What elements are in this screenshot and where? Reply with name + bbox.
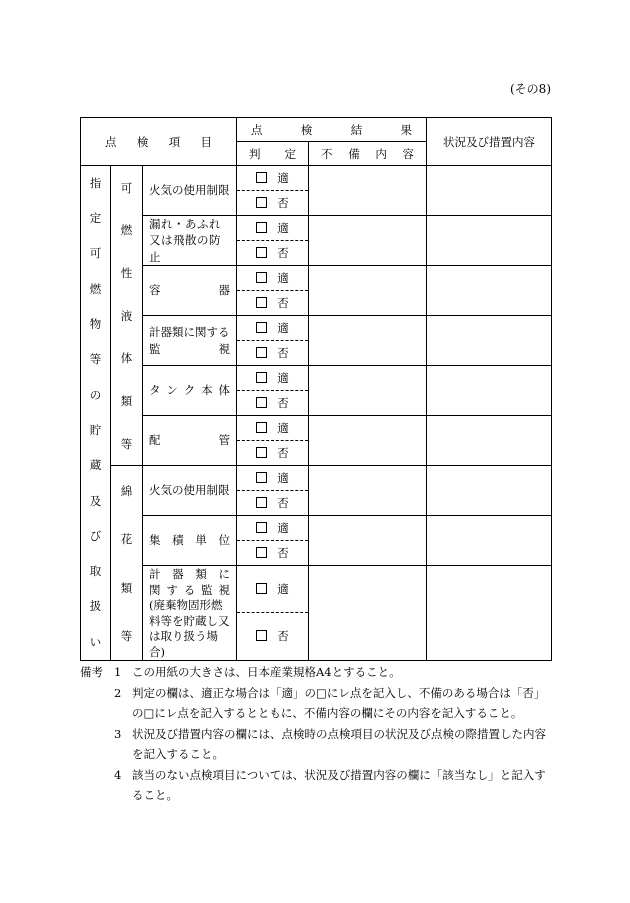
judge-ng-7[interactable]: 否 [237, 491, 309, 516]
checkbox-icon [256, 347, 267, 358]
checkbox-icon [256, 297, 267, 308]
header-result: 点 検 結 果 [237, 118, 427, 142]
defect-4[interactable] [309, 316, 427, 366]
checkbox-icon [256, 522, 267, 533]
subcategory-liquid: 可 燃 性 液 体 類 等 [111, 166, 143, 466]
checkbox-icon [256, 247, 267, 258]
checkbox-icon [256, 630, 267, 641]
checkbox-icon [256, 497, 267, 508]
judge-ok-5[interactable]: 適 [237, 366, 309, 391]
judge-ok-9[interactable]: 適 [237, 566, 309, 613]
note-2b: の□にレ点を記入するとともに、不備内容の欄にその内容を記入すること。 [132, 706, 523, 720]
checkbox-icon [256, 583, 267, 594]
page-label: (その8) [510, 82, 551, 96]
judge-ok-6[interactable]: 適 [237, 416, 309, 441]
status-2[interactable] [427, 216, 552, 266]
judge-ng-3[interactable]: 否 [237, 291, 309, 316]
note-4b: ること。 [132, 788, 178, 802]
item-stack-unit: 集 積 単 位 [143, 516, 237, 566]
note-3a: 状況及び措置内容の欄には、点検時の点検項目の状況及び点検の際措置した内容 [132, 726, 546, 741]
checkbox-icon [256, 397, 267, 408]
inspection-table [80, 117, 552, 661]
checkbox-icon [256, 197, 267, 208]
judge-ng-9[interactable]: 否 [237, 612, 309, 661]
checkbox-icon [256, 272, 267, 283]
checkbox-icon [256, 547, 267, 558]
judge-ng-5[interactable]: 否 [237, 391, 309, 416]
status-9[interactable] [427, 566, 552, 661]
judge-ok-4[interactable]: 適 [237, 316, 309, 341]
status-3[interactable] [427, 266, 552, 316]
item-leak-prevention: 漏れ・あふれ又は飛散の防止 [143, 216, 237, 266]
status-6[interactable] [427, 416, 552, 466]
defect-1[interactable] [309, 166, 427, 216]
item-fire-use: 火気の使用制限 [143, 166, 237, 216]
defect-3[interactable] [309, 266, 427, 316]
header-judge: 判 定 [237, 142, 309, 166]
judge-ng-2[interactable]: 否 [237, 241, 309, 266]
defect-2[interactable] [309, 216, 427, 266]
status-1[interactable] [427, 166, 552, 216]
item-gauge-monitoring-cotton: 計 器 類 に 関 す る 監 視 (廃棄物固形燃料等を貯蔵し又は取り扱う場合) [143, 566, 237, 661]
defect-9[interactable] [309, 566, 427, 661]
status-5[interactable] [427, 366, 552, 416]
checkbox-icon [256, 222, 267, 233]
header-defect: 不 備 内 容 [309, 142, 427, 166]
status-4[interactable] [427, 316, 552, 366]
checkbox-icon [256, 172, 267, 183]
checkbox-icon [256, 372, 267, 383]
status-8[interactable] [427, 516, 552, 566]
checkbox-icon [256, 472, 267, 483]
judge-ng-1[interactable]: 否 [237, 191, 309, 216]
judge-ok-2[interactable]: 適 [237, 216, 309, 241]
checkbox-icon [256, 447, 267, 458]
checkbox-icon [256, 422, 267, 433]
item-container: 容 器 [143, 266, 237, 316]
judge-ng-6[interactable]: 否 [237, 441, 309, 466]
notes-label: 備考 [80, 665, 103, 679]
status-7[interactable] [427, 466, 552, 516]
item-gauge-monitoring: 計器類に関する 監 視 [143, 316, 237, 366]
judge-ng-8[interactable]: 否 [237, 541, 309, 566]
header-status: 状況及び措置内容 [427, 118, 552, 166]
notes-section: 備考 1 この用紙の大きさは、日本産業規格A4とすること。 2 判定の欄は、適正な場合は「適」の□にレ点を記入し、不備のある場合は「否」 の□にレ点を記入するとともに、不備内容の欄にその内容を記入すること。 3 状況及び措置内容の欄には、点検時の点検項目の状況及び点検の際措置した内容 を記入すること。 4 該当のない点検項目については、状況及び措置内容の欄に「該当なし」と記入す ること。 [80, 662, 560, 806]
item-tank-body: タ ン ク 本 体 [143, 366, 237, 416]
subcategory-cotton: 綿 花 類 等 [111, 466, 143, 661]
defect-8[interactable] [309, 516, 427, 566]
header-item: 点 検 項 目 [81, 118, 237, 166]
defect-7[interactable] [309, 466, 427, 516]
defect-5[interactable] [309, 366, 427, 416]
judge-ok-1[interactable]: 適 [237, 166, 309, 191]
category-main: 指 定 可 燃 物 等 の 貯 蔵 及 び 取 扱 い [81, 166, 111, 661]
judge-ok-8[interactable]: 適 [237, 516, 309, 541]
checkbox-icon [256, 322, 267, 333]
note-2a: 判定の欄は、適正な場合は「適」の□にレ点を記入し、不備のある場合は「否」 [132, 685, 546, 700]
judge-ok-7[interactable]: 適 [237, 466, 309, 491]
defect-6[interactable] [309, 416, 427, 466]
judge-ok-3[interactable]: 適 [237, 266, 309, 291]
note-3b: を記入すること。 [132, 747, 224, 761]
note-4a: 該当のない点検項目については、状況及び措置内容の欄に「該当なし」と記入す [132, 767, 546, 782]
item-piping: 配 管 [143, 416, 237, 466]
item-fire-use-cotton: 火気の使用制限 [143, 466, 237, 516]
note-1: この用紙の大きさは、日本産業規格A4とすること。 [132, 665, 401, 679]
judge-ng-4[interactable]: 否 [237, 341, 309, 366]
